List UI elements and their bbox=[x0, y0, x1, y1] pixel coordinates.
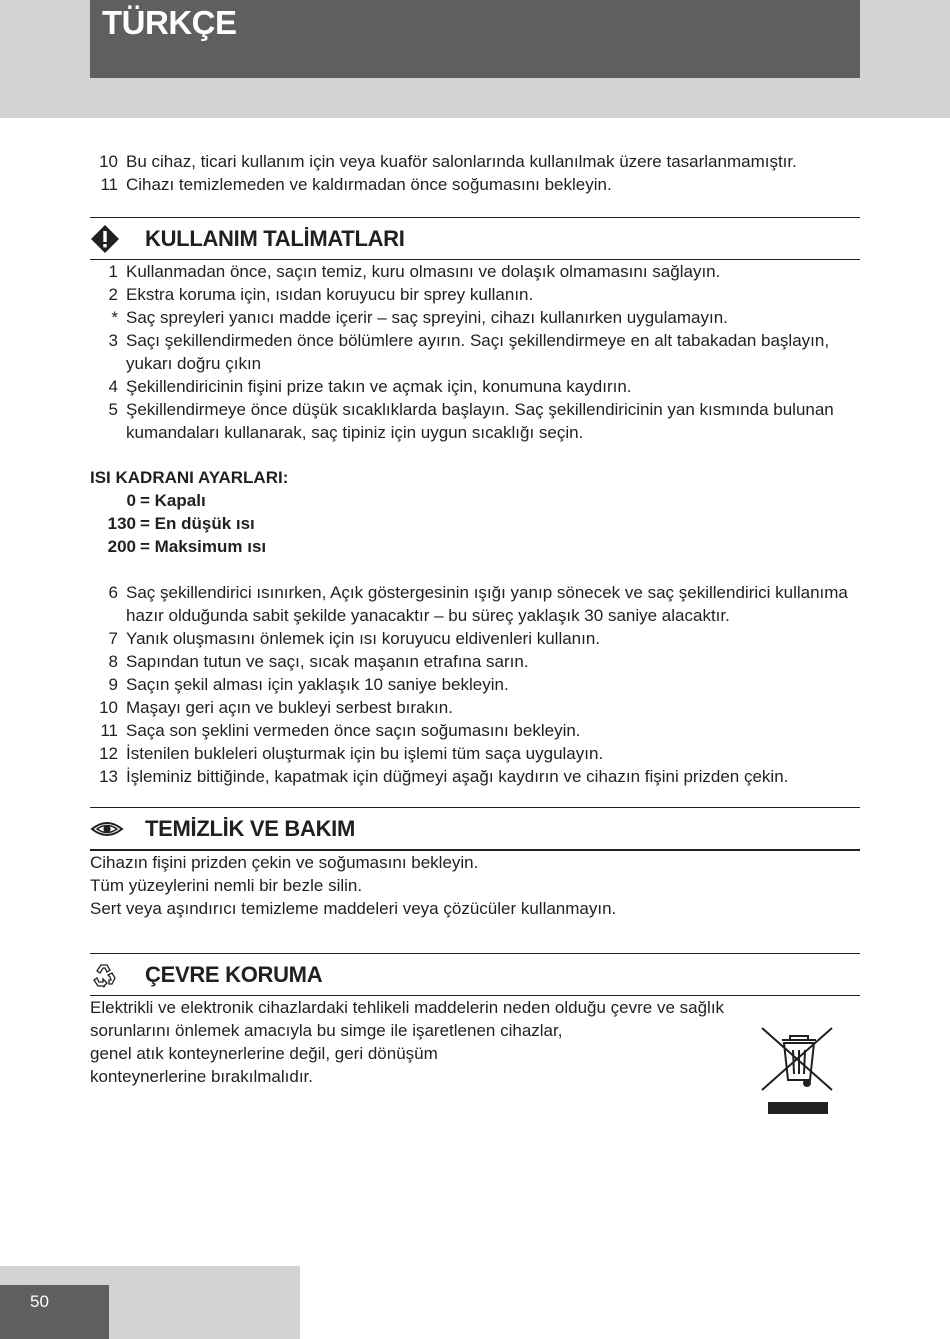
item-text: Bu cihaz, ticari kullanım için veya kuaför salonlarında kullanılmak üzere tasarlanmamıştır. bbox=[126, 152, 797, 171]
item-text: Maşayı geri açın ve bukleyi serbest bırakın. bbox=[126, 698, 453, 717]
heat-value: 200 bbox=[107, 537, 136, 556]
warning-diamond-icon bbox=[90, 225, 126, 253]
item-number: * bbox=[111, 308, 118, 327]
list-item bbox=[90, 627, 860, 650]
instructions-list-continued bbox=[90, 581, 860, 788]
item-number: 10 bbox=[99, 698, 118, 717]
list-item bbox=[90, 398, 860, 444]
item-text: Saç spreyleri yanıcı madde içerir – saç spreyini, cihazı kullanırken uygulamayın. bbox=[126, 308, 728, 327]
list-item bbox=[90, 329, 860, 375]
item-number: 10 bbox=[99, 152, 118, 171]
eye-icon bbox=[90, 815, 126, 843]
section-title: ÇEVRE KORUMA bbox=[145, 962, 323, 987]
section-title: KULLANIM TALİMATLARI bbox=[145, 226, 405, 251]
language-tab bbox=[90, 0, 860, 78]
paragraph-line: Elektrikli ve elektronik cihazlardaki tehlikeli maddelerin neden olduğu çevre ve sağlık bbox=[90, 998, 725, 1017]
heat-label: = En düşük ısı bbox=[140, 514, 255, 533]
item-text: Cihazı temizlemeden ve kaldırmadan önce soğumasını bekleyin. bbox=[126, 175, 612, 194]
heat-setting-row bbox=[90, 489, 860, 512]
item-text: Saçı şekillendirmeden önce bölümlere ayırın. Saçı şekillendirmeye en alt tabakadan başlayın, yukarı doğru çıkın bbox=[126, 331, 830, 373]
heat-setting-row bbox=[90, 512, 860, 535]
item-number: 11 bbox=[100, 175, 118, 194]
list-item bbox=[90, 581, 860, 627]
item-text: Şekillendiricinin fişini prize takın ve açmak için, konumuna kaydırın. bbox=[126, 377, 632, 396]
environment-heading bbox=[90, 953, 860, 996]
item-text: Yanık oluşmasını önlemek için ısı koruyucu eldivenleri kullanın. bbox=[126, 629, 601, 648]
heat-value: 130 bbox=[107, 514, 136, 533]
item-number: 8 bbox=[108, 652, 118, 671]
heat-settings-title: ISI KADRANI AYARLARI: bbox=[90, 468, 289, 487]
item-text: İşleminiz bittiğinde, kapatmak için düğmeyi aşağı kaydırın ve cihazın fişini prizden çekin. bbox=[126, 767, 789, 786]
instructions-list bbox=[90, 260, 860, 444]
paragraph-line: Sert veya aşındırıcı temizleme maddeleri veya çözücüler kullanmayın. bbox=[90, 899, 617, 918]
list-item bbox=[90, 260, 860, 283]
list-item bbox=[90, 650, 860, 673]
intro-list bbox=[90, 150, 860, 196]
page-number-box bbox=[0, 1285, 109, 1339]
heat-label: = Kapalı bbox=[140, 491, 206, 510]
item-number: 6 bbox=[108, 583, 118, 602]
heat-value: 0 bbox=[126, 491, 136, 510]
heat-setting-row bbox=[90, 535, 860, 558]
item-number: 5 bbox=[108, 400, 118, 419]
item-number: 2 bbox=[108, 285, 118, 304]
list-item bbox=[90, 765, 860, 788]
section-title: TEMİZLİK VE BAKIM bbox=[145, 816, 356, 841]
page-number: 50 bbox=[30, 1292, 49, 1311]
instructions-heading bbox=[90, 217, 860, 260]
item-number: 12 bbox=[99, 744, 118, 763]
header-band bbox=[0, 0, 950, 118]
paragraph-line: Tüm yüzeylerini nemli bir bezle silin. bbox=[90, 876, 363, 895]
list-item bbox=[90, 173, 860, 196]
item-number: 13 bbox=[99, 767, 118, 786]
item-number: 3 bbox=[108, 331, 118, 350]
item-number: 9 bbox=[108, 675, 118, 694]
item-number: 11 bbox=[100, 721, 118, 740]
item-number: 1 bbox=[108, 262, 118, 281]
paragraph-line: genel atık konteynerlerine değil, geri dönüşüm bbox=[90, 1044, 438, 1063]
list-item bbox=[90, 673, 860, 696]
environment-text bbox=[90, 996, 860, 1088]
list-item bbox=[90, 742, 860, 765]
list-item bbox=[90, 283, 860, 306]
item-text: İstenilen bukleleri oluşturmak için bu işlemi tüm saça uygulayın. bbox=[126, 744, 604, 763]
list-item bbox=[90, 306, 860, 329]
cleaning-text bbox=[90, 851, 860, 920]
page-content bbox=[90, 150, 860, 1088]
list-item bbox=[90, 375, 860, 398]
cleaning-heading bbox=[90, 807, 860, 851]
list-item bbox=[90, 696, 860, 719]
list-item bbox=[90, 719, 860, 742]
crossed-out-wheelie-bin-icon bbox=[760, 1026, 838, 1120]
item-text: Sapından tutun ve saçı, sıcak maşanın etrafına sarın. bbox=[126, 652, 529, 671]
paragraph-line: Cihazın fişini prizden çekin ve soğumasını bekleyin. bbox=[90, 853, 479, 872]
item-text: Saça son şeklini vermeden önce saçın soğumasını bekleyin. bbox=[126, 721, 581, 740]
list-item bbox=[90, 150, 860, 173]
item-text: Saç şekillendirici ısınırken, Açık göstergesinin ışığı yanıp sönecek ve saç şekillendirici kullanıma hazır olduğunda sabit şekilde yanacaktır – bu süreç yaklaşık 30 saniye alacaktır. bbox=[126, 583, 848, 625]
paragraph-line: konteynerlerine bırakılmalıdır. bbox=[90, 1067, 313, 1086]
item-text: Saçın şekil alması için yaklaşık 10 saniye bekleyin. bbox=[126, 675, 509, 694]
recycle-icon bbox=[90, 961, 126, 989]
heat-settings bbox=[90, 466, 860, 558]
item-number: 7 bbox=[108, 629, 118, 648]
paragraph-line: sorunlarını önlemek amacıyla bu simge ile işaretlenen cihazlar, bbox=[90, 1021, 563, 1040]
item-text: Ekstra koruma için, ısıdan koruyucu bir sprey kullanın. bbox=[126, 285, 534, 304]
item-text: Şekillendirmeye önce düşük sıcaklıklarda başlayın. Saç şekillendiricinin yan kısmında bulunan kumandaları kullanarak, saç tipiniz için uygun sıcaklığı seçin. bbox=[126, 400, 834, 442]
item-number: 4 bbox=[108, 377, 118, 396]
heat-label: = Maksimum ısı bbox=[140, 537, 267, 556]
item-text: Kullanmadan önce, saçın temiz, kuru olmasını ve dolaşık olmamasını sağlayın. bbox=[126, 262, 721, 281]
language-title: TÜRKÇE bbox=[102, 4, 237, 41]
